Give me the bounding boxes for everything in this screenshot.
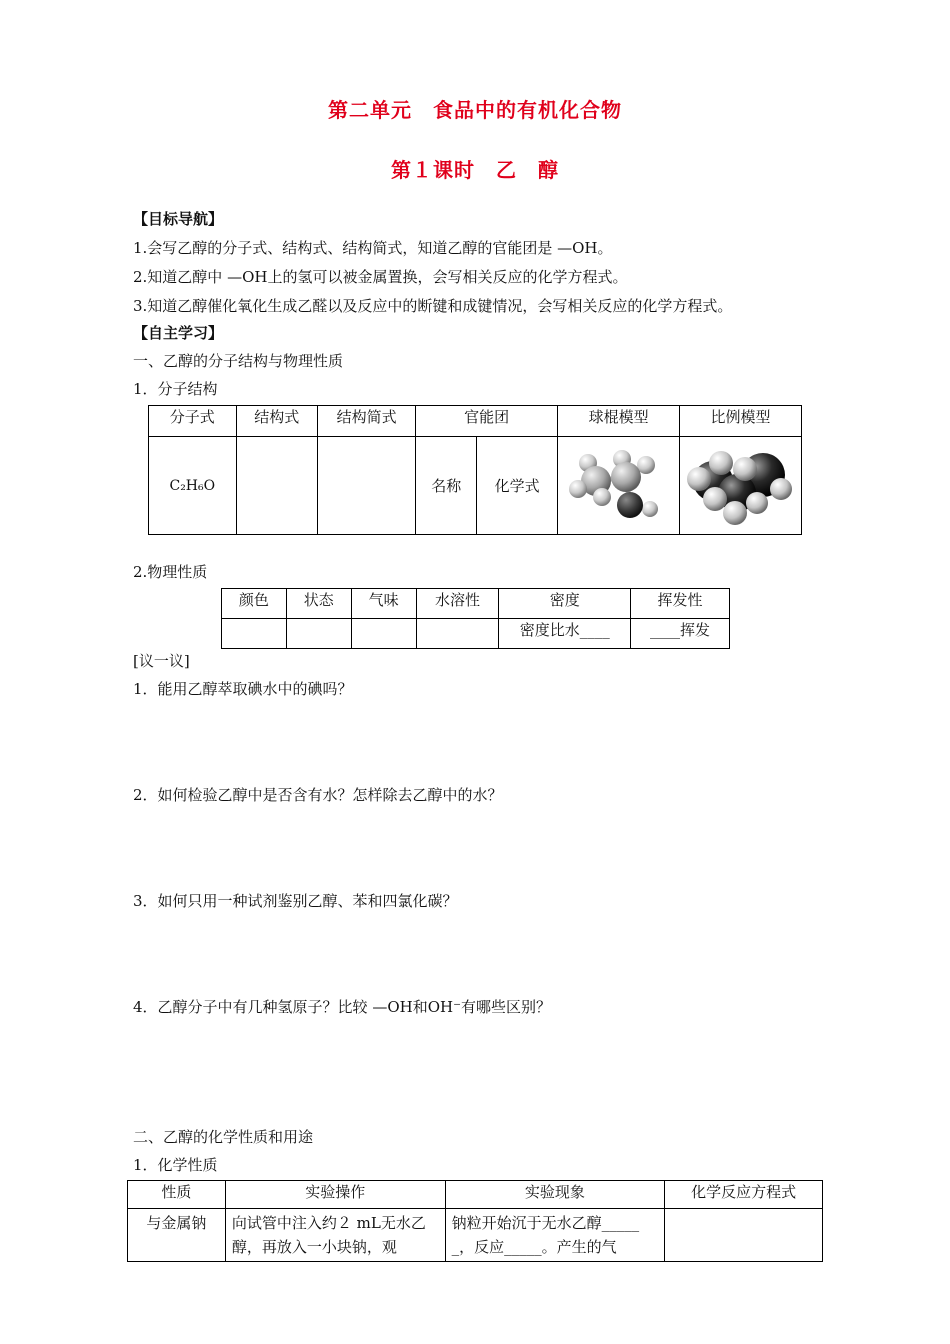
solubility-cell <box>416 619 499 649</box>
space-filling-model-image <box>685 439 797 529</box>
goal-item-1: 1.会写乙醇的分子式、结构式、结构简式，知道乙醇的官能团是 —OH。 <box>133 239 613 257</box>
header-ball-stick-model: 球棍模型 <box>558 406 680 437</box>
physical-properties-table <box>221 588 730 649</box>
molecular-formula-value: C₂H₆O <box>149 437 237 535</box>
self-study-heading: 【自主学习】 <box>133 324 224 342</box>
header-color: 颜色 <box>222 589 287 619</box>
goals-heading: 【目标导航】 <box>133 210 224 228</box>
question-2: 2．如何检验乙醇中是否含有水？怎样除去乙醇中的水？ <box>133 786 503 804</box>
property-sodium: 与金属钠 <box>128 1209 226 1262</box>
operation-sodium: 向试管中注入约２ mL无水乙醇，再放入一小块钠，观 <box>225 1209 445 1262</box>
volatility-cell: ____挥发 <box>631 619 730 649</box>
goal-item-3: 3.知道乙醇催化氧化生成乙醛以及反应中的断键和成键情况，会写相关反应的化学方程式。 <box>133 297 733 315</box>
header-molecular-formula: 分子式 <box>149 406 237 437</box>
header-density: 密度 <box>499 589 631 619</box>
section-1-heading: 一、乙醇的分子结构与物理性质 <box>133 352 344 370</box>
header-state: 状态 <box>286 589 351 619</box>
phenomenon-sodium: 钠粒开始沉于无水乙醇______，反应_____。产生的气 <box>445 1209 665 1262</box>
header-volatility: 挥发性 <box>631 589 730 619</box>
header-property: 性质 <box>128 1181 226 1209</box>
header-odor: 气味 <box>351 589 416 619</box>
header-operation: 实验操作 <box>225 1181 445 1209</box>
fg-formula-label: 化学式 <box>477 437 558 535</box>
header-equation: 化学反应方程式 <box>665 1181 823 1209</box>
lesson-title: 第１课时 乙 醇 <box>391 158 559 182</box>
header-space-filling-model: 比例模型 <box>680 406 802 437</box>
ball-stick-model-cell <box>558 437 680 535</box>
state-cell <box>286 619 351 649</box>
ball-and-stick-model-image <box>564 439 674 529</box>
goal-item-2: 2.知道乙醇中 —OH上的氢可以被金属置换，会写相关反应的化学方程式。 <box>133 268 628 286</box>
question-1: 1．能用乙醇萃取碘水中的碘吗？ <box>133 680 353 698</box>
odor-cell <box>351 619 416 649</box>
header-condensed-formula: 结构简式 <box>317 406 415 437</box>
equation-sodium <box>665 1209 823 1262</box>
chemical-properties-table <box>127 1180 823 1262</box>
subsection-physical-properties: 2.物理性质 <box>133 563 208 581</box>
header-phenomenon: 实验现象 <box>445 1181 665 1209</box>
condensed-formula-cell <box>317 437 415 535</box>
question-4: 4．乙醇分子中有几种氢原子？比较 —OH和OH⁻有哪些区别？ <box>133 998 551 1016</box>
space-filling-model-cell <box>680 437 802 535</box>
discuss-heading: [议一议] <box>133 652 190 670</box>
unit-title: 第二单元 食品中的有机化合物 <box>328 98 622 122</box>
section-2-heading: 二、乙醇的化学性质和用途 <box>133 1128 314 1146</box>
density-cell: 密度比水____ <box>499 619 631 649</box>
structure-table <box>148 405 802 535</box>
subsection-chemical-properties: 1．化学性质 <box>133 1156 218 1174</box>
structural-formula-cell <box>236 437 317 535</box>
header-structural-formula: 结构式 <box>236 406 317 437</box>
header-functional-group: 官能团 <box>416 406 558 437</box>
header-solubility: 水溶性 <box>416 589 499 619</box>
question-3: 3．如何只用一种试剂鉴别乙醇、苯和四氯化碳？ <box>133 892 458 910</box>
color-cell <box>222 619 287 649</box>
fg-name-label: 名称 <box>416 437 477 535</box>
subsection-molecular-structure: 1．分子结构 <box>133 380 218 398</box>
